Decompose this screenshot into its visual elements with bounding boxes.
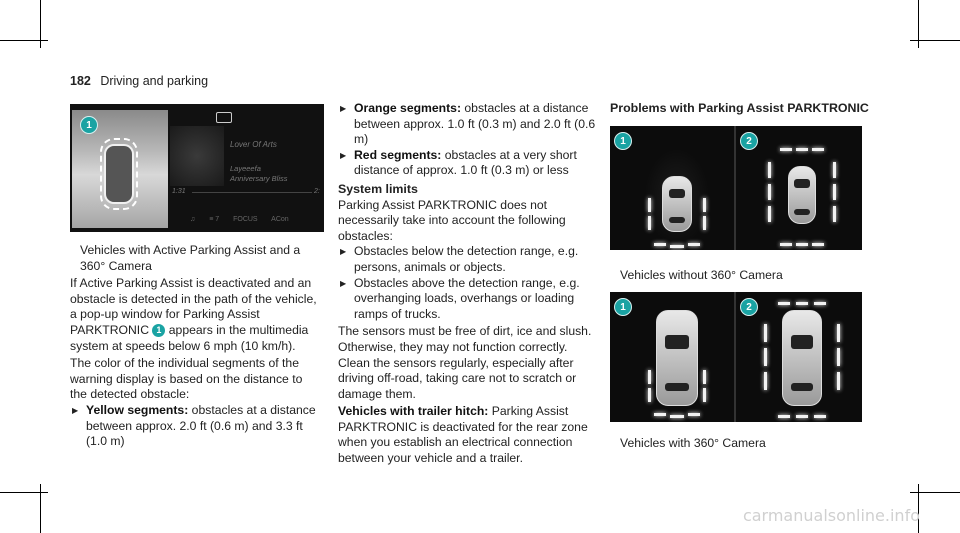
vehicle-icon (782, 310, 822, 406)
callout-badge-1: 1 (614, 132, 632, 150)
vehicle-icon (104, 144, 134, 204)
media-item: ≡ 7 (209, 216, 220, 223)
list-item (338, 101, 596, 148)
column-1 (70, 243, 322, 450)
list-item-text: obstacles at a very short distance of approx. 1.0 ft (0.3 m) or less (354, 147, 577, 178)
figure-caption: Vehicles with 360° Camera (620, 436, 766, 450)
section-title: Driving and parking (100, 74, 209, 88)
callout-badge-1: 1 (614, 298, 632, 316)
track-time: 1:31 (172, 188, 186, 195)
list-item: ▶ Obstacles below the detection range, e.g. persons, animals or objects. (338, 244, 596, 275)
section-heading: Problems with Parking Assist PARKTRONIC (610, 101, 869, 115)
figure-caption: Vehicles with Active Parking Assist and a 360° Camera (80, 243, 301, 273)
paragraph (70, 276, 322, 354)
media-item: FOCUS (233, 216, 258, 223)
paragraph-text: Parking Assist PARKTRONIC is deactivated for the rear zone when you establish an electrical connection between your vehicle and a trailer. (338, 404, 588, 466)
list-item-text: obstacles at a distance between approx. 1.0 ft (0.3 m) and 2.0 ft (0.6 m) (354, 101, 596, 147)
column-3 (610, 101, 890, 117)
paragraph: The sensors must be free of dirt, ice and slush. Otherwise, they may not function correctly. Clean the sensors regularly, especially after driving off-road, taking care not to scratch or damage them. (338, 324, 592, 401)
paragraph (338, 404, 596, 466)
list-item: ▶ Obstacles above the detection range, e.g. overhanging loads, overhangs or loading ramps of trucks. (338, 276, 596, 323)
vehicle-icon (788, 166, 816, 224)
track-artist: Layeeefa (230, 164, 261, 173)
paragraph-text: If Active Parking Assist is deactivated and an obstacle is detected in the path of the vehicle, a pop-up window for Parking Assist PARKTRONIC (70, 276, 317, 337)
track-time-end: 2: (314, 188, 320, 195)
media-bottom-bar (190, 216, 301, 223)
watermark: carmanualsonline.info (742, 506, 920, 525)
track-title: Lover Of Arts (230, 140, 277, 149)
progress-bar (192, 192, 312, 193)
list-item-text: obstacles at a distance between approx. 2.0 ft (0.6 m) and 3.3 ft (1.0 m) (86, 402, 316, 449)
list-item-label: Yellow segments: (86, 402, 189, 417)
paragraph: Parking Assist PARKTRONIC does not necessarily take into account the following obstacles: (338, 197, 566, 243)
paragraph: The color of the individual segments of the warning display is based on the distance to the detected obstacle: (70, 356, 303, 402)
media-item: ACon (271, 216, 289, 223)
callout-badge-1: 1 (80, 116, 98, 134)
figure-caption-without-360 (620, 268, 880, 284)
callout-badge-2: 2 (740, 132, 758, 150)
media-item: ♫ (190, 216, 196, 223)
figure-without-360-camera (610, 126, 862, 250)
figure-with-360-camera (610, 292, 862, 422)
page-number: 182 (70, 74, 91, 88)
camera-icon (216, 112, 232, 123)
multimedia-screen-figure (70, 104, 324, 232)
page-header (70, 74, 208, 88)
paragraph-label: Vehicles with trailer hitch: (338, 404, 489, 419)
list-item-label: Red segments: (354, 147, 442, 162)
album-art (170, 126, 224, 186)
track-album: Anniversary Bliss (230, 174, 288, 183)
list-item-label: Orange segments: (354, 101, 462, 115)
section-heading: System limits (338, 181, 418, 196)
figure-caption: Vehicles without 360° Camera (620, 268, 783, 282)
paragraph-text: appears in the multimedia system at speeds below 6 mph (10 km/h). (70, 322, 309, 353)
callout-badge-1: 1 (152, 324, 165, 337)
callout-badge-2: 2 (740, 298, 758, 316)
media-panel (170, 126, 320, 226)
list-item (70, 403, 322, 450)
panel-divider (734, 292, 736, 422)
column-2 (338, 101, 596, 467)
vehicle-icon (662, 176, 692, 232)
panel-divider (734, 126, 736, 250)
vehicle-icon (656, 310, 698, 406)
figure-caption-with-360 (620, 436, 880, 452)
list-item (338, 148, 596, 179)
